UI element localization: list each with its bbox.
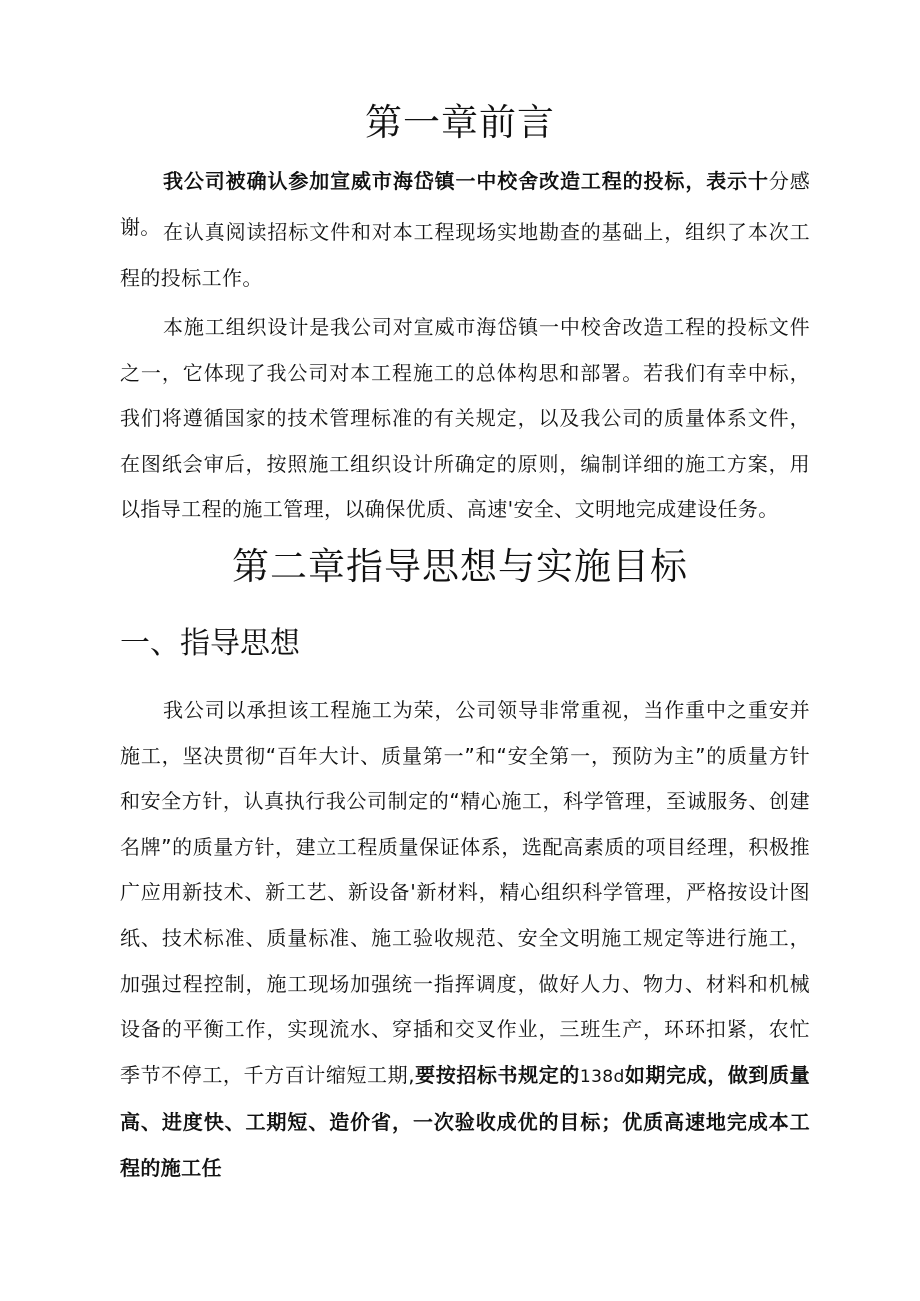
chapter-1-paragraph-1-rest: 分感谢。	[120, 169, 810, 239]
section-1-title: 一、指导思想	[120, 626, 300, 661]
chapter-2-paragraph-1-normal: 我公司以承担该工程施工为荣，公司领导非常重视，当作重中之重安并施工，坚决贯彻“百年大计、质量第一”和“安全第一，预防为主”的质量方针和安全方针，认真执行我公司制定的“精心施工，科学管理，至诚服务、创建名牌”的质量方针，建立工程质量保证体系，选配高素质的项目经理，积极推广应用新技术、新工艺、新设备'新材料，精心组织科学管理，严格按设计图纸、技术标准、质量标准、施工验收规范、安全文明施工规定等进行施工，加强过程控制，施工现场加强统一指挥调度，做好人力、物力、材料和机械设备的平衡工作，实现流水、穿插和交叉作业，三班生产，环环扣紧，农忙季节不停工，千方百计缩短工期,	[120, 698, 810, 1087]
chapter-2-paragraph-1-bold-b: 如期完成，做到质量高、进度快、工期短、造价省，一次验收成优的目标；优质高速地完成本工程的施工任	[120, 1062, 811, 1180]
chapter-1-paragraph-2: 在认真阅读招标文件和对本工程现场实地勘查的基础上，组织了本次工程的投标工作。	[120, 220, 810, 290]
chapter-1-paragraph-1-bold: 我公司被确认参加宣威市海岱镇一中校舍改造工程的投标，表示十	[163, 169, 769, 193]
chapter-2-paragraph-1-bold-a: 要按招标书规定的	[414, 1062, 580, 1087]
chapter-1-paragraph-3: 本施工组织设计是我公司对宣威市海岱镇一中校舍改造工程的投标文件之一，它体现了我公司对本工程施工的总体构思和部署。若我们有幸中标，我们将遵循国家的技术管理标准的有关规定，以及我公司的质量体系文件，在图纸会审后，按照施工组织设计所确定的原则，编制详细的施工方案，用以指导工程的施工管理，以确保优质、高速'安全、文明地完成建设任务。	[120, 315, 810, 522]
chapter-2-title: 第二章指导思想与实施目标	[232, 545, 688, 588]
chapter-1-title: 第一章前言	[365, 101, 555, 144]
chapter-2-paragraph-1-number: 138d	[579, 1066, 625, 1087]
chapter-2-paragraph-1	[120, 688, 810, 1192]
